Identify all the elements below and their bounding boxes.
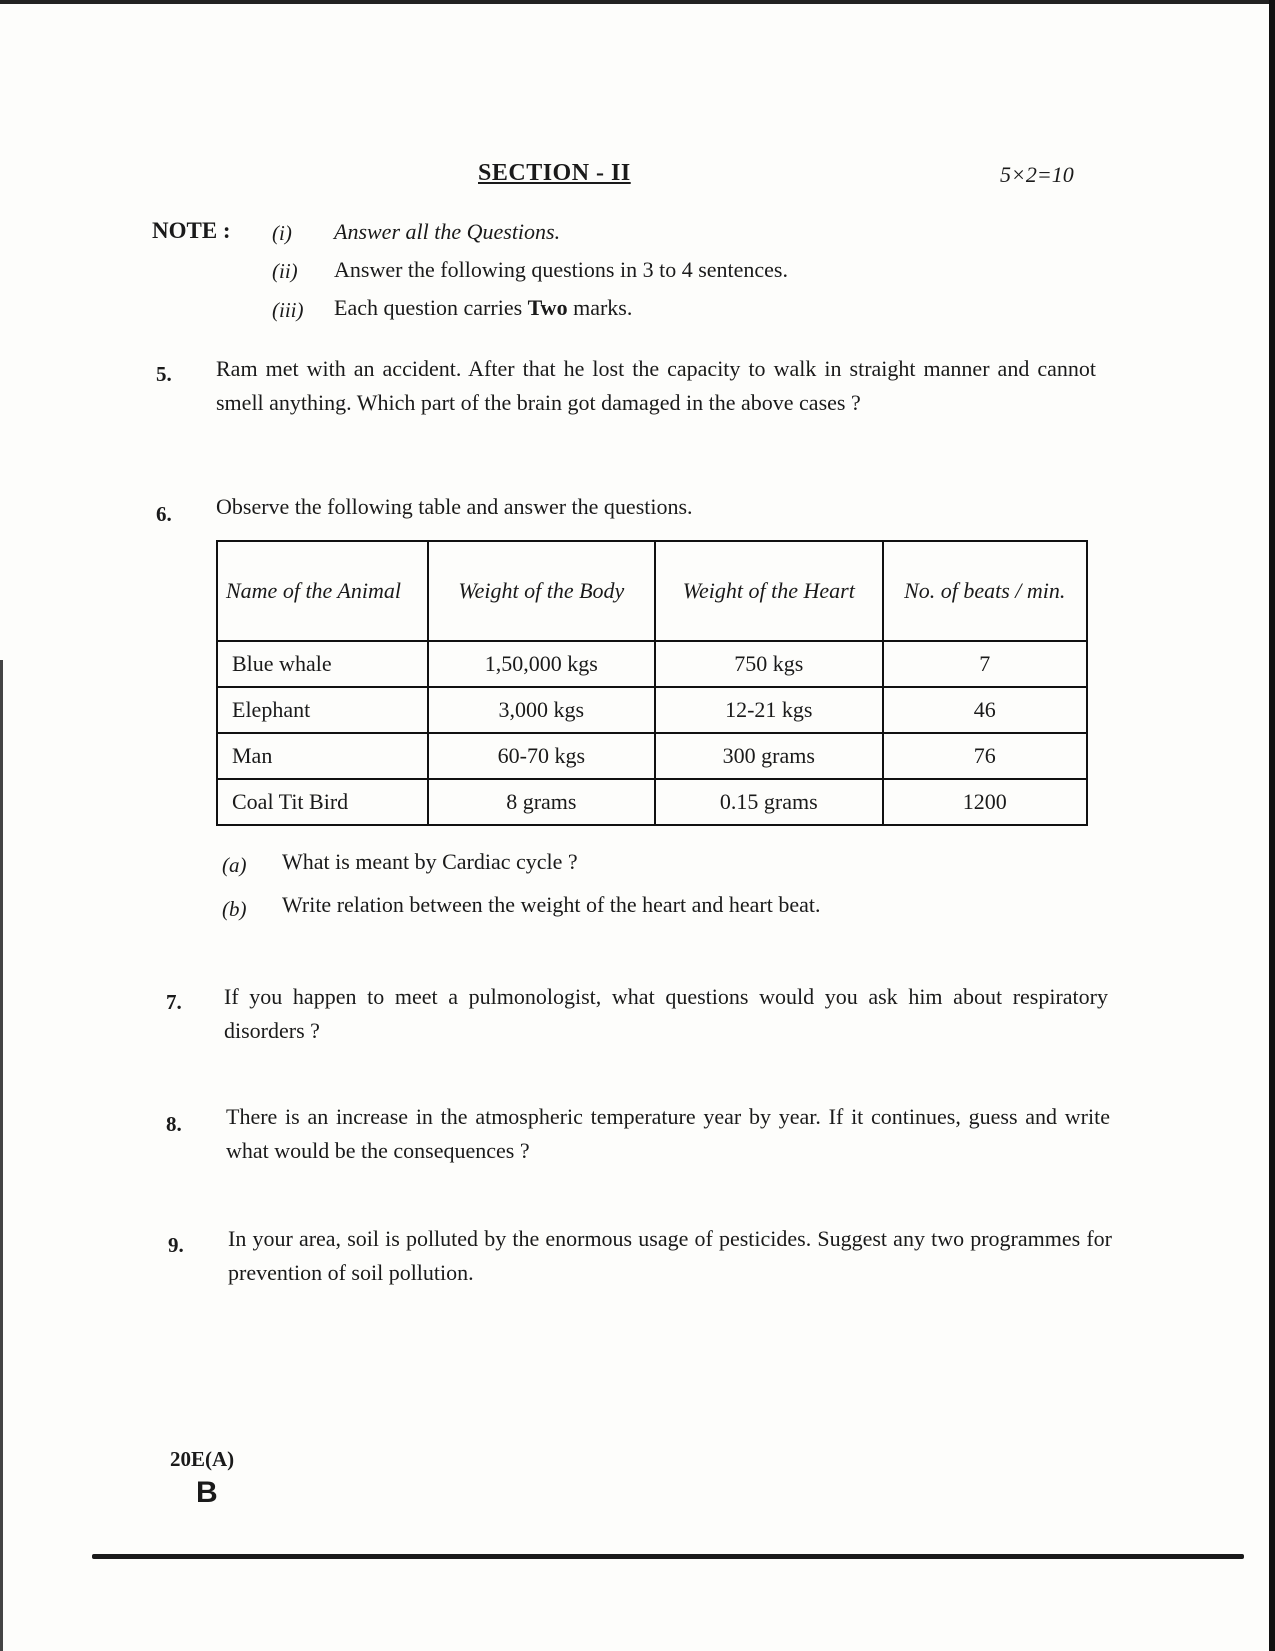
- table-cell: Blue whale: [217, 641, 428, 687]
- right-scan-edge: [1269, 0, 1275, 1651]
- note-item-2: [272, 259, 298, 284]
- question-9-number: 9.: [168, 1233, 184, 1257]
- table-cell: Man: [217, 733, 428, 779]
- question-7-text: If you happen to meet a pulmonologist, what questions would you ask him about respiratory disorders ?: [224, 984, 1108, 1043]
- note-text-part: marks.: [567, 295, 633, 320]
- question-7-number: 7.: [166, 990, 182, 1014]
- table-row: [217, 779, 1087, 825]
- note-item-3-text: [334, 295, 632, 321]
- left-scan-edge: [0, 660, 3, 1651]
- bottom-border-line: [92, 1554, 1244, 1559]
- note-label: NOTE :: [152, 218, 231, 243]
- question-5-number: 5.: [156, 362, 172, 386]
- table-cell: 12-21 kgs: [655, 687, 882, 733]
- note-item-number: (ii): [272, 259, 298, 283]
- table-row: [217, 641, 1087, 687]
- subquestion-b-label: (b): [222, 897, 247, 921]
- table-header-cell: Weight of the Heart: [655, 541, 882, 641]
- section-title: SECTION - II: [478, 160, 631, 186]
- note-item-3: [272, 298, 304, 323]
- table-cell: 750 kgs: [655, 641, 882, 687]
- table-header-cell: Weight of the Body: [428, 541, 656, 641]
- table-cell: 7: [883, 641, 1088, 687]
- question-8-text: There is an increase in the atmospheric temperature year by year. If it continues, guess and write what would be the consequences ?: [226, 1104, 1110, 1163]
- note-item-2-text: Answer the following questions in 3 to 4 sentences.: [334, 257, 788, 282]
- table-cell: 76: [883, 733, 1088, 779]
- table-cell: 0.15 grams: [655, 779, 882, 825]
- note-text-part: Each question carries: [334, 295, 528, 320]
- table-header-cell: Name of the Animal: [217, 541, 428, 641]
- table-row: [217, 733, 1087, 779]
- subquestion-a-text: What is meant by Cardiac cycle ?: [282, 849, 578, 874]
- table-cell: 60-70 kgs: [428, 733, 656, 779]
- question-6-text: Observe the following table and answer the questions.: [216, 494, 693, 519]
- note-item-1: [272, 221, 292, 246]
- note-item-1-text: Answer all the Questions.: [334, 219, 561, 244]
- top-border-line: [0, 0, 1275, 4]
- note-text-bold: Two: [527, 295, 568, 320]
- table-cell: 1200: [883, 779, 1088, 825]
- table-header-row: [217, 541, 1087, 641]
- subquestion-b-text: Write relation between the weight of the heart and heart beat.: [282, 892, 821, 917]
- question-6-number: 6.: [156, 502, 172, 526]
- subquestion-a-label: (a): [222, 853, 247, 877]
- table-header-cell: No. of beats / min.: [883, 541, 1088, 641]
- paper-code: 20E(A): [170, 1447, 235, 1471]
- question-9-text: In your area, soil is polluted by the enormous usage of pesticides. Suggest any two programmes for prevention of soil pollution.: [228, 1226, 1112, 1285]
- table-cell: 300 grams: [655, 733, 882, 779]
- note-item-number: (i): [272, 221, 292, 245]
- table-cell: 8 grams: [428, 779, 656, 825]
- table-cell: 3,000 kgs: [428, 687, 656, 733]
- table-cell: Coal Tit Bird: [217, 779, 428, 825]
- animal-heart-table: [216, 540, 1088, 826]
- section-marks: 5×2=10: [1000, 162, 1074, 187]
- paper-set-letter: B: [196, 1476, 218, 1509]
- table-row: [217, 687, 1087, 733]
- table-cell: 46: [883, 687, 1088, 733]
- question-8-number: 8.: [166, 1112, 182, 1136]
- note-item-number: (iii): [272, 298, 304, 322]
- table-cell: Elephant: [217, 687, 428, 733]
- question-5-text: Ram met with an accident. After that he lost the capacity to walk in straight manner and cannot smell anything. Which part of the brain got damaged in the above cases ?: [216, 356, 1096, 415]
- table-cell: 1,50,000 kgs: [428, 641, 656, 687]
